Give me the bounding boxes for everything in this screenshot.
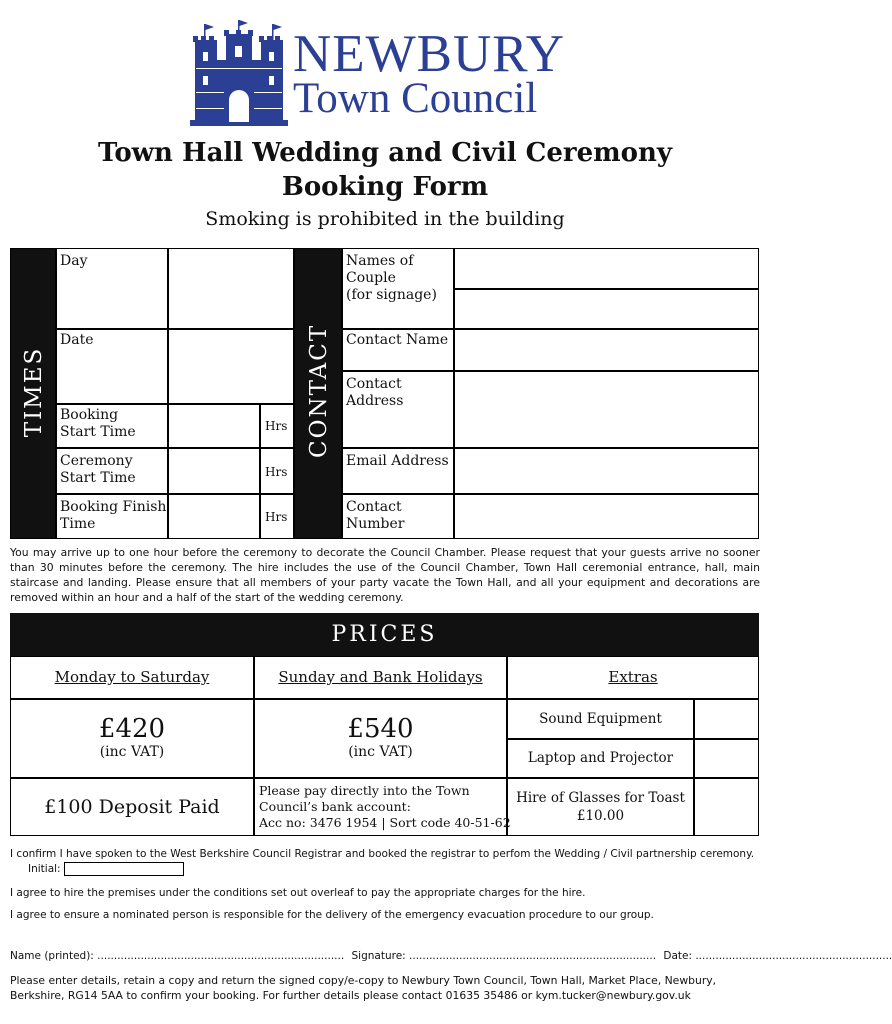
bank-line-3: Acc no: 3476 1954 | Sort code 40-51-62 (259, 815, 511, 830)
ceremony-start-label-cell (56, 448, 168, 494)
booking-finish-label: Booking Finish Time (60, 499, 167, 532)
smoking-notice: Smoking is prohibited in the building (205, 208, 565, 230)
couple-name-field-1[interactable] (454, 248, 759, 289)
evacuation-agreement: I agree to ensure a nominated person is responsible for the delivery of the emergency evacuation procedure to our group. (10, 909, 654, 921)
couple-names-label: Names of Couple (for signage) (346, 253, 437, 303)
contact-name-label-cell (342, 329, 454, 371)
contact-address-field[interactable] (454, 371, 759, 448)
initial-field[interactable] (64, 862, 184, 876)
weekday-heading-cell (10, 656, 254, 699)
bank-details-text (259, 783, 511, 831)
org-name-line2: Town Council (293, 75, 538, 122)
contact-section-bar (294, 248, 342, 539)
booking-finish-unit-cell (260, 494, 294, 539)
contact-address-label: Contact Address (346, 376, 404, 409)
weekday-price: £420 (98, 714, 166, 744)
couple-name-field-2[interactable] (454, 289, 759, 329)
contact-address-label-cell (342, 371, 454, 448)
arrival-info-paragraph: You may arrive up to one hour before the ceremony to decorate the Council Chamber. Please request that your guests arrive no sooner than 30 minutes before the ceremony. The hire includes the use of the Council Chamber, Town Hall ceremonial entrance, hall, main staircase and landing. Please ensure that all members of your party vacate the Town Hall, and all your equipment and decorations are removed within an hour and a half of the start of the wedding ceremony. (10, 546, 760, 604)
glasses-hire-checkbox[interactable] (694, 778, 759, 836)
times-section-bar (10, 248, 56, 539)
contact-label: CONTACT (306, 323, 332, 458)
weekday-vat-note: (inc VAT) (99, 744, 165, 760)
date-label: Date (60, 332, 94, 348)
prices-heading: PRICES (10, 613, 759, 657)
deposit-cell (10, 778, 254, 836)
form-title-line2: Booking Form (281, 172, 489, 202)
laptop-projector-cell (507, 739, 694, 778)
weekend-heading: Sunday and Bank Holidays (278, 668, 483, 686)
glasses-hire-cell (507, 778, 694, 836)
extras-heading-cell (507, 656, 759, 699)
weekday-price-cell (10, 699, 254, 778)
org-name-line1: NEWBURY (293, 25, 565, 83)
hrs-unit: Hrs (265, 465, 288, 479)
laptop-projector-label: Laptop and Projector (527, 750, 674, 766)
hrs-unit: Hrs (265, 510, 288, 524)
weekday-heading: Monday to Saturday (54, 668, 210, 686)
initial-label: Initial: (28, 863, 61, 875)
date-signed-field[interactable]: Date: ........................................................... (663, 950, 892, 962)
contact-number-label-cell (342, 494, 454, 539)
ceremony-start-label: Ceremony Start Time (60, 453, 136, 486)
booking-finish-field[interactable] (168, 494, 260, 539)
council-logo (190, 20, 590, 130)
booking-start-field[interactable] (168, 404, 260, 448)
contact-name-field[interactable] (454, 329, 759, 371)
booking-finish-label-cell (56, 494, 168, 539)
day-label: Day (60, 253, 88, 269)
glasses-hire-price: £10.00 (576, 808, 625, 824)
deposit-paid-text: £100 Deposit Paid (44, 796, 220, 818)
laptop-projector-checkbox[interactable] (694, 739, 759, 778)
booking-start-label-cell (56, 404, 168, 448)
return-instructions: Please enter details, retain a copy and return the signed copy/e-copy to Newbury Town Council, Town Hall, Market Place, Newbury, Berkshire, RG14 5AA to confirm your booking. For further details please contact 01635 35486 or kym.tucker@newbury.gov.uk (10, 974, 717, 1002)
bank-line-2: Council’s bank account: (259, 799, 411, 814)
weekend-vat-note: (inc VAT) (348, 744, 413, 760)
ceremony-start-unit-cell (260, 448, 294, 494)
day-label-cell (56, 248, 168, 329)
bank-details-cell (254, 778, 511, 836)
castle-logo-icon (190, 20, 288, 128)
booking-details-grid (10, 248, 759, 539)
weekend-price: £540 (347, 714, 414, 744)
booking-start-unit-cell (260, 404, 294, 448)
contact-name-label: Contact Name (346, 332, 449, 348)
name-printed-field[interactable]: Name (printed): .......................................................................... (10, 950, 345, 962)
sound-equipment-checkbox[interactable] (694, 699, 759, 739)
bank-line-1: Please pay directly into the Town (259, 783, 470, 798)
booking-start-label: Booking Start Time (60, 407, 136, 440)
form-title: Town Hall Wedding and Civil Ceremony (97, 138, 673, 168)
date-label-cell (56, 329, 168, 404)
date-field[interactable] (168, 329, 294, 404)
email-label: Email Address (346, 453, 449, 469)
couple-names-label-cell (342, 248, 454, 329)
email-field[interactable] (454, 448, 759, 494)
signature-field[interactable]: Signature: .......................................................................... (351, 950, 657, 962)
contact-number-field[interactable] (454, 494, 759, 539)
contact-number-label: Contact Number (346, 499, 405, 532)
email-label-cell (342, 448, 454, 494)
hrs-unit: Hrs (265, 419, 288, 433)
signature-line (10, 950, 892, 962)
times-label: TIMES (21, 346, 47, 438)
sound-equipment-label: Sound Equipment (539, 711, 662, 727)
ceremony-start-field[interactable] (168, 448, 260, 494)
extras-heading: Extras (608, 668, 658, 686)
day-field[interactable] (168, 248, 294, 329)
registrar-confirmation (10, 847, 760, 877)
weekend-price-cell (254, 699, 507, 778)
registrar-confirmation-text: I confirm I have spoken to the West Berkshire Council Registrar and booked the registrar to perfom the Wedding / Civil partnership ceremony. (10, 848, 755, 860)
sound-equipment-cell (507, 699, 694, 739)
weekend-heading-cell (254, 656, 507, 699)
glasses-hire-label: Hire of Glasses for Toast (516, 790, 685, 806)
hire-agreement: I agree to hire the premises under the conditions set out overleaf to pay the appropriate charges for the hire. (10, 887, 586, 899)
